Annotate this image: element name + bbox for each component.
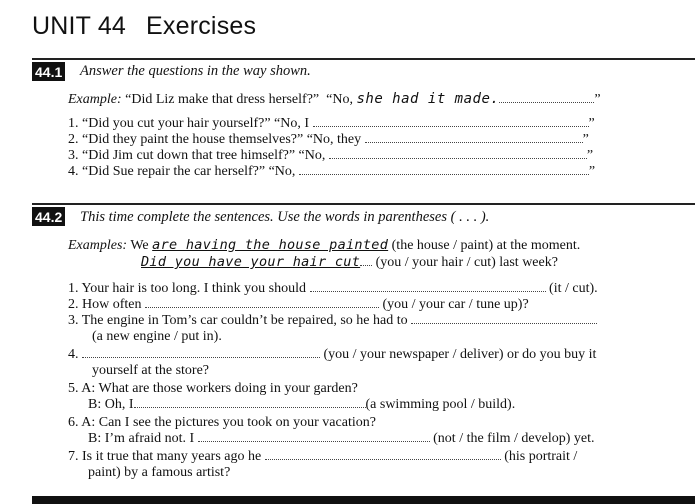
example1-handwritten: are having the house painted	[152, 237, 389, 253]
example-question: “Did Liz make that dress herself?”	[125, 92, 320, 107]
answer-blank[interactable]	[265, 450, 501, 460]
example2-handwritten: Did you have your hair cut	[141, 254, 361, 270]
answer-blank[interactable]	[82, 348, 320, 358]
example-44-2-b: Did you have your hair cut (you / your hair / cut) last week?	[141, 254, 558, 270]
example-44-1: Example: “Did Liz make that dress herself?” “No, she had it made. ”	[68, 91, 601, 107]
answer-blank	[499, 93, 594, 103]
exercise-number-44-1: 44.1	[32, 62, 65, 81]
bottom-rule	[32, 496, 695, 504]
answer-blank[interactable]	[145, 298, 379, 308]
answer-blank[interactable]	[310, 282, 546, 292]
list-item: 2. “Did they paint the house themselves?” “No, they ”	[68, 132, 589, 147]
example-44-2-a: Examples: We are having the house painted (the house / paint) at the moment.	[68, 237, 581, 253]
list-item: 6. A: Can I see the pictures you took on your vacation?	[68, 415, 376, 430]
answer-blank[interactable]	[313, 117, 589, 127]
page-title	[32, 12, 256, 41]
examples-label: Examples:	[68, 238, 128, 253]
list-item: 4. “Did Sue repair the car herself?” “No, ”	[68, 164, 596, 179]
exercise-number-44-2: 44.2	[32, 207, 65, 226]
list-item: 1. Your hair is too long. I think you should (it / cut).	[68, 281, 598, 296]
list-item: 3. The engine in Tom’s car couldn’t be repaired, so he had to	[68, 313, 597, 329]
list-item: 2. How often (you / your car / tune up)?	[68, 297, 529, 312]
answer-blank[interactable]	[299, 165, 589, 175]
section-rule-44-1	[32, 58, 695, 60]
answer-blank[interactable]	[198, 432, 430, 442]
unit-label: UNIT 44	[32, 12, 127, 40]
answer-blank[interactable]	[365, 133, 583, 143]
instruction-44-2: This time complete the sentences. Use the words in parentheses ( . . . ).	[80, 209, 490, 225]
answer-blank[interactable]	[329, 149, 587, 159]
list-item: 7. Is it true that many years ago he (his portrait /	[68, 449, 578, 464]
list-item: 3. “Did Jim cut down that tree himself?” “No, ”	[68, 148, 594, 163]
answer-blank[interactable]	[411, 314, 597, 324]
example-answer-handwritten: she had it made.	[356, 91, 500, 107]
title-label: Exercises	[146, 12, 257, 40]
instruction-44-1: Answer the questions in the way shown.	[80, 63, 311, 79]
list-item: 4. (you / your newspaper / deliver) or do you buy it	[68, 347, 597, 362]
example-answer-start: “No,	[326, 92, 353, 107]
list-item: 1. “Did you cut your hair yourself?” “No, I ”	[68, 116, 595, 131]
example-label: Example:	[68, 92, 122, 107]
list-item: 5. A: What are those workers doing in your garden?	[68, 381, 358, 396]
section-rule-44-2	[32, 203, 695, 205]
answer-blank[interactable]	[134, 398, 366, 408]
